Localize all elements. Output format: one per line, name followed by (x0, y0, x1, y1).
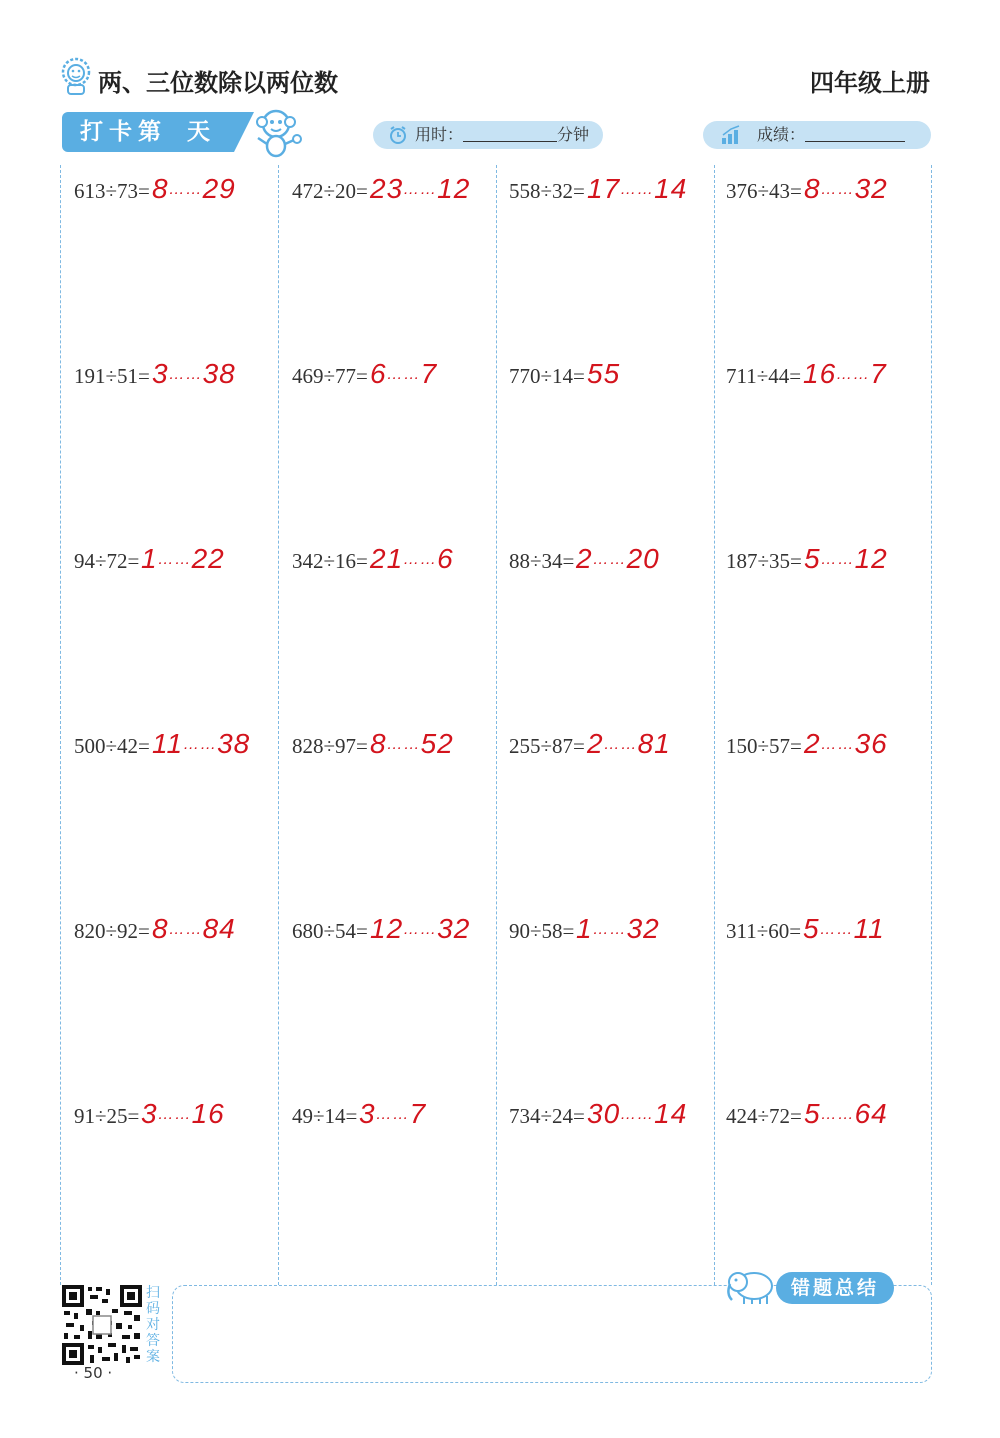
answer-quotient: 30 (587, 1098, 621, 1129)
handwritten-answer (370, 173, 470, 205)
score-field (703, 121, 931, 149)
remainder-dots: …… (403, 921, 438, 938)
division-problem (509, 356, 724, 396)
score-blank[interactable] (805, 123, 905, 142)
answer-remainder: 6 (437, 543, 454, 574)
time-label: 用时： (415, 125, 464, 144)
division-problem (726, 356, 941, 396)
answer-remainder: 38 (217, 728, 251, 759)
division-problem (726, 1096, 941, 1136)
remainder-dots: …… (157, 551, 192, 568)
remainder-dots: …… (820, 1106, 855, 1123)
remainder-dots: …… (820, 736, 855, 753)
score-label: 成绩： (757, 125, 806, 144)
problem-expression: 94÷72= (74, 549, 140, 573)
remainder-dots: …… (386, 366, 421, 383)
remainder-dots: …… (603, 736, 638, 753)
page-title: 两、三位数除以两位数 (98, 69, 338, 97)
remainder-dots: …… (819, 921, 854, 938)
checkin-right: 天 (187, 119, 216, 145)
error-summary-label: 错题总结 (776, 1272, 894, 1304)
remainder-dots: …… (386, 736, 421, 753)
page-number: · 50 · (74, 1364, 113, 1382)
answer-remainder: 29 (202, 173, 236, 204)
answer-quotient: 5 (804, 1098, 821, 1129)
problem-expression: 424÷72= (726, 1104, 802, 1128)
handwritten-answer (152, 728, 250, 760)
qr-code-icon[interactable] (62, 1285, 142, 1365)
remainder-dots: …… (403, 551, 438, 568)
division-problem (509, 911, 724, 951)
division-problem (509, 171, 724, 211)
remainder-dots: …… (157, 1106, 192, 1123)
answer-quotient: 5 (804, 543, 821, 574)
handwritten-answer (587, 728, 671, 760)
problem-expression: 828÷97= (292, 734, 368, 758)
handwritten-answer (152, 358, 236, 390)
remainder-dots: …… (168, 921, 203, 938)
answer-quotient: 8 (804, 173, 821, 204)
header (60, 55, 930, 105)
answer-remainder: 11 (853, 913, 885, 944)
problem-expression: 88÷34= (509, 549, 575, 573)
handwritten-answer (576, 913, 660, 945)
answer-remainder: 7 (420, 358, 438, 389)
remainder-dots: …… (592, 551, 627, 568)
remainder-dots: …… (168, 366, 203, 383)
remainder-dots: …… (820, 181, 855, 198)
answer-quotient: 1 (576, 913, 593, 944)
division-problem (74, 726, 289, 766)
answer-remainder: 36 (854, 728, 888, 759)
division-problem (292, 356, 507, 396)
remainder-dots: …… (403, 181, 438, 198)
division-problem (292, 541, 507, 581)
elephant-icon (724, 1266, 778, 1306)
answer-quotient: 3 (152, 358, 169, 389)
problem-expression: 311÷60= (726, 919, 802, 943)
remainder-dots: …… (168, 181, 203, 198)
answer-remainder: 52 (420, 728, 454, 759)
problem-expression: 711÷44= (726, 364, 802, 388)
answer-remainder: 7 (870, 358, 887, 389)
scan-for-answers: 扫码对答案 (146, 1285, 160, 1365)
answer-remainder: 38 (202, 358, 236, 389)
division-problem (74, 911, 289, 951)
handwritten-answer (804, 543, 888, 575)
answer-quotient: 55 (587, 358, 621, 389)
handwritten-answer (370, 728, 454, 760)
handwritten-answer (804, 1098, 888, 1130)
handwritten-answer (152, 913, 236, 945)
remainder-dots: …… (375, 1106, 410, 1123)
division-problem (292, 726, 507, 766)
answer-quotient: 3 (359, 1098, 376, 1129)
handwritten-answer (359, 1098, 426, 1130)
answer-remainder: 14 (654, 1098, 688, 1129)
answer-remainder: 12 (437, 173, 471, 204)
time-blank[interactable] (463, 123, 557, 142)
handwritten-answer (141, 543, 225, 575)
answer-quotient: 3 (141, 1098, 158, 1129)
answer-remainder: 32 (626, 913, 660, 944)
alarm-clock-icon (389, 125, 407, 145)
bar-chart-icon (721, 125, 743, 145)
problem-expression: 255÷87= (509, 734, 585, 758)
problem-expression: 49÷14= (292, 1104, 358, 1128)
problem-expression: 187÷35= (726, 549, 802, 573)
problem-expression: 500÷42= (74, 734, 150, 758)
division-problem (292, 911, 507, 951)
answer-remainder: 12 (854, 543, 888, 574)
grid-divider (60, 165, 61, 1285)
time-unit: 分钟 (557, 125, 590, 144)
division-problem (726, 171, 941, 211)
checkin-banner (62, 112, 234, 152)
answer-quotient: 16 (803, 358, 837, 389)
problem-expression: 469÷77= (292, 364, 368, 388)
answer-remainder: 20 (626, 543, 660, 574)
answer-quotient: 1 (141, 543, 158, 574)
division-problem (74, 541, 289, 581)
answer-quotient: 2 (576, 543, 593, 574)
handwritten-answer (587, 358, 620, 390)
answer-remainder: 16 (191, 1098, 225, 1129)
answer-remainder: 14 (654, 173, 688, 204)
problem-expression: 191÷51= (74, 364, 150, 388)
remainder-dots: …… (620, 1106, 655, 1123)
checkin-left: 打卡第 (80, 119, 167, 145)
problem-expression: 613÷73= (74, 179, 150, 203)
answer-quotient: 11 (152, 728, 184, 759)
answer-remainder: 84 (202, 913, 236, 944)
answer-quotient: 8 (152, 913, 169, 944)
handwritten-answer (804, 173, 888, 205)
problem-expression: 680÷54= (292, 919, 368, 943)
grade-label: 四年级上册 (810, 69, 930, 97)
answer-quotient: 2 (587, 728, 604, 759)
problem-grid (60, 165, 932, 1285)
division-problem (726, 726, 941, 766)
answer-remainder: 64 (854, 1098, 888, 1129)
remainder-dots: …… (592, 921, 627, 938)
handwritten-answer (141, 1098, 225, 1130)
answer-quotient: 17 (587, 173, 621, 204)
division-problem (74, 356, 289, 396)
answer-remainder: 81 (637, 728, 671, 759)
answer-quotient: 8 (370, 728, 387, 759)
time-field (373, 121, 603, 149)
handwritten-answer (803, 913, 885, 945)
division-problem (509, 726, 724, 766)
remainder-dots: …… (820, 551, 855, 568)
answer-quotient: 12 (370, 913, 404, 944)
division-problem (509, 541, 724, 581)
handwritten-answer (370, 543, 454, 575)
handwritten-answer (576, 543, 660, 575)
problem-expression: 91÷25= (74, 1104, 140, 1128)
division-problem (292, 1096, 507, 1136)
handwritten-answer (803, 358, 887, 390)
handwritten-answer (370, 358, 437, 390)
problem-expression: 376÷43= (726, 179, 802, 203)
answer-quotient: 6 (370, 358, 387, 389)
problem-expression: 150÷57= (726, 734, 802, 758)
division-problem (74, 1096, 289, 1136)
handwritten-answer (804, 728, 888, 760)
handwritten-answer (152, 173, 236, 205)
division-problem (509, 1096, 724, 1136)
answer-quotient: 23 (370, 173, 404, 204)
answer-remainder: 22 (191, 543, 225, 574)
division-problem (726, 541, 941, 581)
problem-expression: 820÷92= (74, 919, 150, 943)
answer-quotient: 2 (804, 728, 821, 759)
problem-expression: 734÷24= (509, 1104, 585, 1128)
division-problem (726, 911, 941, 951)
lion-logo-icon (60, 57, 92, 95)
handwritten-answer (587, 173, 687, 205)
remainder-dots: …… (620, 181, 655, 198)
answer-quotient: 21 (370, 543, 404, 574)
remainder-dots: …… (836, 366, 871, 383)
handwritten-answer (587, 1098, 687, 1130)
problem-expression: 770÷14= (509, 364, 585, 388)
answer-remainder: 32 (854, 173, 888, 204)
problem-expression: 472÷20= (292, 179, 368, 203)
division-problem (74, 171, 289, 211)
answer-remainder: 7 (409, 1098, 427, 1129)
problem-expression: 558÷32= (509, 179, 585, 203)
problem-expression: 90÷58= (509, 919, 575, 943)
answer-quotient: 5 (803, 913, 820, 944)
monkey-mascot-icon (248, 104, 304, 160)
remainder-dots: …… (183, 736, 218, 753)
problem-expression: 342÷16= (292, 549, 368, 573)
division-problem (292, 171, 507, 211)
answer-remainder: 32 (437, 913, 471, 944)
answer-quotient: 8 (152, 173, 169, 204)
handwritten-answer (370, 913, 470, 945)
